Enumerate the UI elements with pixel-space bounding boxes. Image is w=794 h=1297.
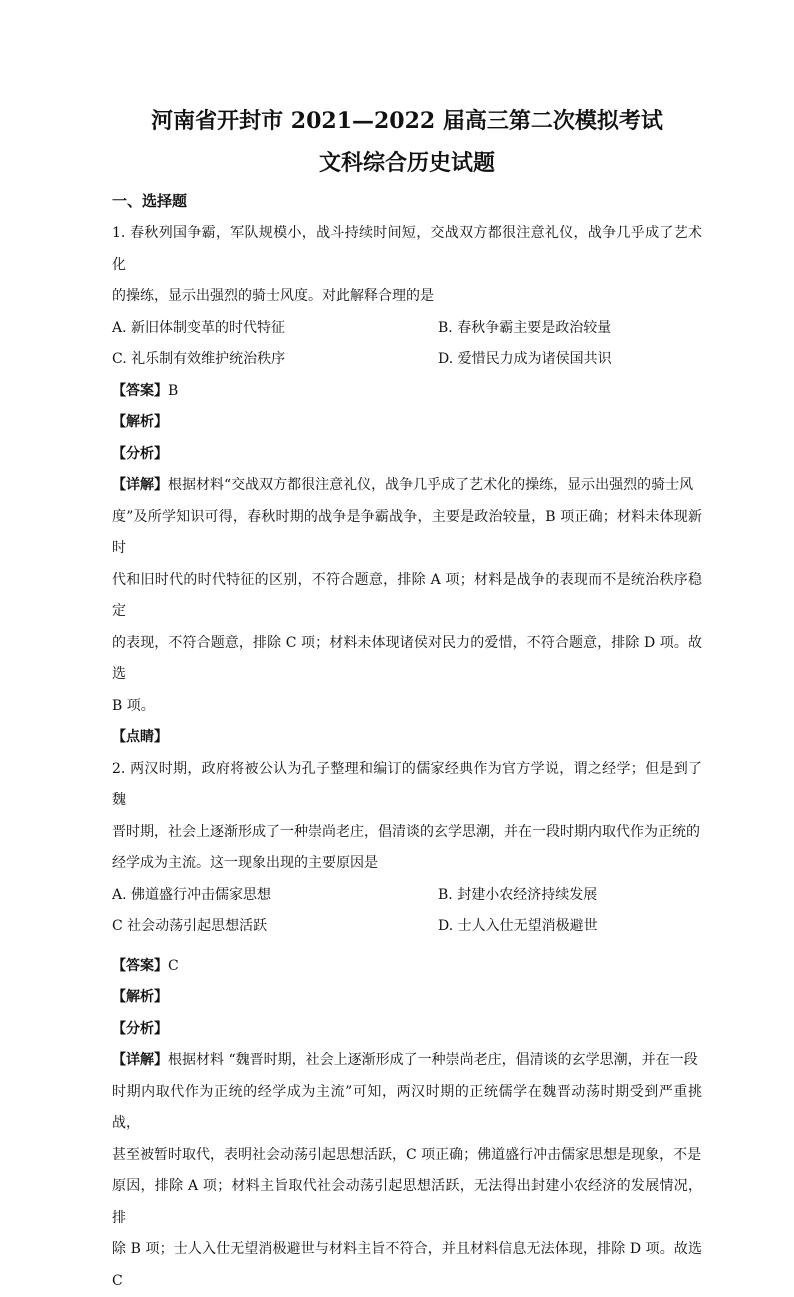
q1-option-a: A. 新旧体制变革的时代特征 — [112, 313, 438, 345]
q2-analysis-tag: 【解析】 — [112, 982, 702, 1014]
q2-fenxi-tag: 【分析】 — [112, 1014, 702, 1046]
q1-answer — [112, 376, 702, 408]
q1-detail-line: 代和旧时代的时代特征的区别，不符合题意，排除 A 项；材料是战争的表现而不是统治秩序稳定 — [112, 565, 702, 628]
q1-answer-value: B — [168, 383, 178, 399]
question-2 — [112, 754, 702, 1297]
q2-answer-tag: 【答案】 — [112, 958, 168, 974]
q1-detail-line: B 项。 — [112, 691, 702, 723]
q2-answer — [112, 951, 702, 983]
q1-fenxi-tag: 【分析】 — [112, 439, 702, 471]
q1-option-d: D. 爱惜民力成为诸侯国共识 — [438, 344, 702, 376]
section-heading: 一、选择题 — [112, 190, 702, 212]
doc-title: 河南省开封市 2021—2022 届高三第二次模拟考试 — [112, 104, 702, 138]
q2-detail-line: 除 B 项；士人入仕无望消极避世与材料主旨不符合，并且材料信息无法体现，排除 D 项。故选 C — [112, 1234, 702, 1297]
spacer — [112, 943, 702, 951]
q2-detail-line: 时期内取代作为正统的经学成为主流”可知，两汉时期的正统儒学在魏晋动荡时期受到严重挑战， — [112, 1077, 702, 1140]
q2-stem-line: 晋时期，社会上逐渐形成了一种崇尚老庄，倡清谈的玄学思潮，并在一段时期内取代作为正统的 — [112, 817, 702, 849]
q2-stem-line: 2. 两汉时期，政府将被公认为孔子整理和编订的儒家经典作为官方学说，谓之经学；但是到了魏 — [112, 754, 702, 817]
q2-detail-text: 根据材料 “魏晋时期，社会上逐渐形成了一种崇尚老庄，倡清谈的玄学思潮，并在一段 — [168, 1052, 698, 1068]
q1-detail-line: 的表现，不符合题意，排除 C 项；材料未体现诸侯对民力的爱惜，不符合题意，排除 D 项。故选 — [112, 628, 702, 691]
q2-detail-line: 原因，排除 A 项；材料主旨取代社会动荡引起思想活跃，无法得出封建小农经济的发展情况，排 — [112, 1171, 702, 1234]
q2-option-a: A. 佛道盛行冲击儒家思想 — [112, 880, 438, 912]
q2-options — [112, 880, 702, 943]
q2-detail-tag: 【详解】 — [112, 1052, 168, 1068]
q1-detail-text: 根据材料“交战双方都很注意礼仪，战争几乎成了艺术化的操练，显示出强烈的骑士风 — [168, 477, 693, 493]
q1-detail-line: 度”及所学知识可得，春秋时期的战争是争霸战争，主要是政治较量，B 项正确；材料未体现新时 — [112, 502, 702, 565]
q1-analysis-tag: 【解析】 — [112, 407, 702, 439]
q1-dianjing-tag: 【点睛】 — [112, 722, 702, 754]
q1-stem-line: 的操练，显示出强烈的骑士风度。对此解释合理的是 — [112, 281, 702, 313]
q2-detail-line: 甚至被暂时取代，表明社会动荡引起思想活跃，C 项正确；佛道盛行冲击儒家思想是现象，不是 — [112, 1140, 702, 1172]
q1-stem-line: 1. 春秋列国争霸，军队规模小，战斗持续时间短，交战双方都很注意礼仪，战争几乎成了艺术化 — [112, 218, 702, 281]
q1-answer-tag: 【答案】 — [112, 383, 168, 399]
q2-stem-line: 经学成为主流。这一现象出现的主要原因是 — [112, 848, 702, 880]
q2-answer-value: C — [168, 958, 179, 974]
question-1 — [112, 218, 702, 754]
q2-option-d: D. 士人入仕无望消极避世 — [438, 911, 702, 943]
q1-option-b: B. 春秋争霸主要是政治较量 — [438, 313, 702, 345]
q1-detail-tag: 【详解】 — [112, 477, 168, 493]
q1-option-c: C. 礼乐制有效维护统治秩序 — [112, 344, 438, 376]
q1-detail-line — [112, 470, 702, 502]
q2-option-b: B. 封建小农经济持续发展 — [438, 880, 702, 912]
q2-detail-line — [112, 1045, 702, 1077]
doc-subtitle: 文科综合历史试题 — [112, 146, 702, 180]
q2-option-c: C 社会动荡引起思想活跃 — [112, 911, 438, 943]
q1-options — [112, 313, 702, 376]
